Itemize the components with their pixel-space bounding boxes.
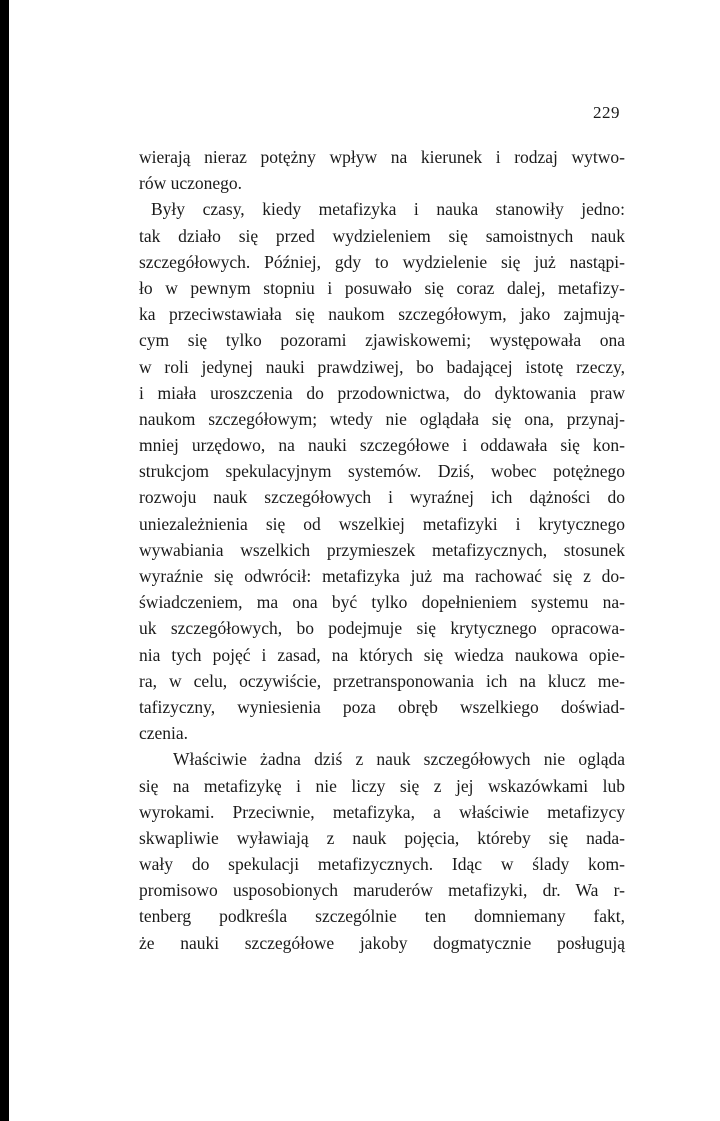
text-line: świadczeniem, ma ona być tylko dopełnieniem systemu na- [139,592,625,613]
text-line: że nauki szczegółowe jakoby dogmatycznie posługują [139,932,625,953]
text-line: tafizyczny, wyniesienia poza obręb wszelkiego doświad- [139,696,625,717]
text-line: uniezależnienia się od wszelkiej metafizyki i krytycznego [139,513,625,534]
text-line: mniej urzędowo, na nauki szczegółowe i oddawała się kon- [139,435,625,456]
text-line: w roli jedynej nauki prawdziwej, bo badającej istotę rzeczy, [139,356,625,377]
text-line: rozwoju nauk szczegółowych i wyraźnej ich dążności do [139,487,625,508]
text-line: się na metafizykę i nie liczy się z jej wskazówkami lub [139,775,625,796]
text-line: skwapliwie wyławiają z nauk pojęcia, któreby się nada- [139,827,625,848]
text-line: ra, w celu, oczywiście, przetransponowania ich na klucz me- [139,670,625,691]
text-line: strukcjom spekulacyjnym systemów. Dziś, wobec potężnego [139,461,625,482]
page-number: 229 [593,103,620,122]
text-line: cym się tylko pozorami zjawiskowemi; występowała ona [139,330,625,351]
text-line: ka przeciwstawiała się naukom szczegółowym, jako zajmują- [139,304,625,325]
body-text [139,144,625,956]
text-line: Właściwie żadna dziś z nauk szczegółowych nie ogląda [173,749,625,770]
text-line: promisowo usposobionych maruderów metafizyki, dr. Wa r- [139,880,625,901]
text-line: wyraźnie się odwrócił: metafizyka już ma rachować się z do- [139,566,625,586]
text-line: rów uczonego. [139,173,243,194]
text-line: wywabiania wszelkich przymieszek metafizycznych, stosunek [139,539,625,560]
text-line: wyrokami. Przeciwnie, metafizyka, a właściwie metafizycy [139,801,625,822]
text-line: czenia. [139,723,189,744]
text-line: szczegółowych. Później, gdy to wydzielenie się już nastąpi- [139,251,625,272]
text-line: i miała uroszczenia do przodownictwa, do dyktowania praw [139,382,625,403]
text-line: tenberg podkreśla szczególnie ten domniemany fakt, [139,906,625,927]
text-line: nia tych pojęć i zasad, na których się wiedza naukowa opie- [139,644,625,665]
text-line: wierają nieraz potężny wpływ na kierunek i rodzaj wytwo- [139,147,625,167]
text-line: ło w pewnym stopniu i posuwało się coraz dalej, metafizy- [139,277,625,298]
text-line: wały do spekulacji metafizycznych. Idąc w ślady kom- [139,854,625,875]
text-line: uk szczegółowych, bo podejmuje się krytycznego opracowa- [139,618,625,639]
scan-edge-border [0,0,9,1121]
text-line: Były czasy, kiedy metafizyka i nauka stanowiły jedno: [151,199,625,220]
text-line: tak działo się przed wydzieleniem się samoistnych nauk [139,225,625,246]
text-line: naukom szczegółowym; wtedy nie oglądała się ona, przynaj- [139,408,625,429]
